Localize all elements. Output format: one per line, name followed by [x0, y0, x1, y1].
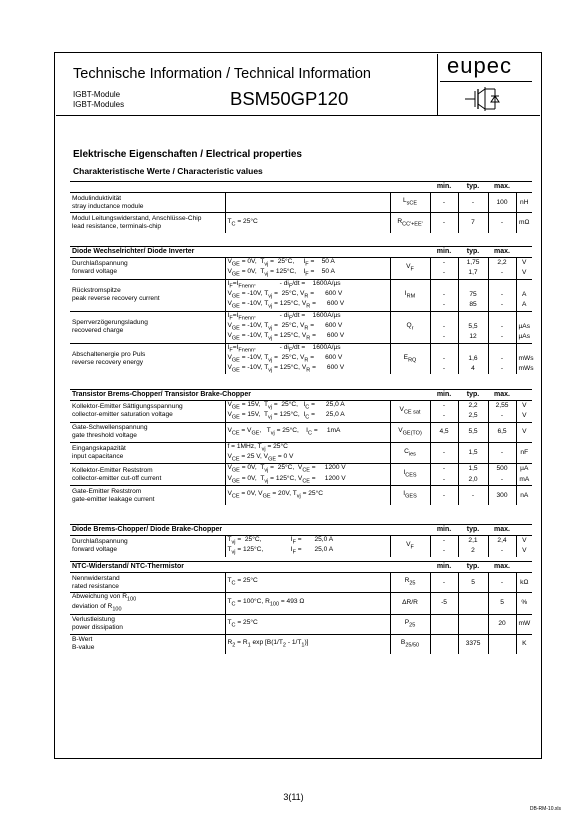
- value-unit: A: [516, 290, 532, 300]
- value-max: -: [488, 290, 516, 300]
- group-table: [70, 389, 532, 505]
- test-condition: $V_{CE} = 25$ V, $V_{GE} = 0$ V: [225, 453, 390, 464]
- value-min: -: [430, 268, 458, 279]
- value-min: [430, 634, 458, 654]
- param-symbol: $E_{RQ}$: [390, 343, 430, 374]
- value-max: [488, 279, 516, 290]
- test-condition: $I_F=I_{Fnenn}$, - $di_F/dt$ = 1600A/µs: [225, 279, 390, 290]
- value-typ: [458, 593, 488, 615]
- value-unit: mΩ: [516, 213, 532, 233]
- test-condition: $V_{GE} = 0V$, $T_{vj} = 25^\circ C$, $V_{CE}$ = 1200 V: [225, 464, 390, 475]
- col-head-max: max.: [488, 525, 516, 536]
- page-number: 3(11): [283, 792, 304, 802]
- value-max: -: [488, 475, 516, 486]
- col-head-max: max.: [488, 182, 516, 193]
- param-symbol: $V_{CE sat}$: [390, 401, 430, 423]
- value-unit: µAs: [516, 332, 532, 343]
- subtitle-en: IGBT-Modules: [73, 100, 125, 109]
- value-unit: nF: [516, 442, 532, 464]
- value-unit: V: [516, 422, 532, 442]
- col-head-min: min.: [430, 247, 458, 258]
- value-typ: 2,2: [458, 401, 488, 412]
- param-symbol: $Q_r$: [390, 311, 430, 343]
- group-table: [70, 524, 532, 557]
- test-condition: $V_{GE} = -10V$, $T_{vj} = 125^\circ C$, $V_R$ = 600 V: [225, 364, 390, 374]
- test-condition: [225, 193, 390, 213]
- test-condition: $T_{vj} = 125^\circ C$, $I_F$ = 25,0 A: [225, 546, 390, 556]
- value-max: 2,2: [488, 258, 516, 269]
- table-row: [70, 593, 532, 604]
- value-typ: 1,5: [458, 464, 488, 475]
- value-min: -: [430, 401, 458, 412]
- test-condition: $V_{CE} = V_{GE}$, $T_{vj} = 25^\circ C$, $I_C$ = 1mA: [225, 422, 390, 442]
- col-head-min: min.: [430, 562, 458, 573]
- value-min: -: [430, 475, 458, 486]
- param-description: Verlustleistung power dissipation: [70, 614, 225, 634]
- table-row: [70, 311, 532, 322]
- table-row: [70, 536, 532, 547]
- col-head-min: min.: [430, 182, 458, 193]
- test-condition: $V_{GE} = 0V$, $T_{vj} = 125^\circ C$, $V_{CE}$ = 1200 V: [225, 475, 390, 486]
- param-symbol: $C_{ies}$: [390, 442, 430, 464]
- value-typ: -: [458, 193, 488, 213]
- value-max: -: [488, 332, 516, 343]
- value-max: 300: [488, 485, 516, 505]
- value-min: -: [430, 322, 458, 332]
- table-row: [70, 485, 532, 495]
- test-condition: $V_{GE} = -10V$, $T_{vj} = 25^\circ C$, $V_R$ = 600 V: [225, 322, 390, 332]
- value-typ: 5: [458, 573, 488, 593]
- value-min: [430, 311, 458, 322]
- value-min: [430, 343, 458, 354]
- table-row: [70, 401, 532, 412]
- value-unit: %: [516, 593, 532, 615]
- table-row: [70, 422, 532, 432]
- value-min: -: [430, 536, 458, 547]
- param-symbol: $P_{25}$: [390, 614, 430, 634]
- value-max: 2,55: [488, 401, 516, 412]
- value-typ: 85: [458, 300, 488, 311]
- value-unit: kΩ: [516, 573, 532, 593]
- param-description: Nennwiderstand rated resistance: [70, 573, 225, 593]
- param-description: Eingangskapazität input capacitance: [70, 442, 225, 464]
- value-unit: nA: [516, 485, 532, 505]
- group-title: [70, 182, 430, 193]
- value-unit: µAs: [516, 322, 532, 332]
- group-title: Diode Brems-Chopper/ Diode Brake-Chopper: [70, 525, 430, 536]
- value-max: [488, 634, 516, 654]
- test-condition: $V_{GE} = -10V$, $T_{vj} = 125^\circ C$, $V_R$ = 600 V: [225, 332, 390, 343]
- param-symbol: $I_{RM}$: [390, 279, 430, 311]
- param-description: Sperrverzögerungsladung recovered charge: [70, 311, 225, 343]
- value-unit: mA: [516, 475, 532, 486]
- param-description: Kollektor-Emitter Sättigungsspannung collector-emitter saturation voltage: [70, 401, 225, 423]
- value-max: -: [488, 322, 516, 332]
- value-min: -: [430, 258, 458, 269]
- group-table: [70, 181, 532, 233]
- value-typ: 4: [458, 364, 488, 374]
- value-unit: µA: [516, 464, 532, 475]
- value-max: 20: [488, 614, 516, 634]
- group-table: [70, 561, 532, 654]
- value-max: -: [488, 300, 516, 311]
- value-max: -: [488, 411, 516, 422]
- group-title: Transistor Brems-Chopper/ Transistor Brake-Chopper: [70, 390, 430, 401]
- param-description: Kollektor-Emitter Reststrom collector-emitter cut-off current: [70, 464, 225, 486]
- value-unit: V: [516, 268, 532, 279]
- table-row: [70, 634, 532, 644]
- value-min: -: [430, 442, 458, 464]
- param-description: Durchlaßspannung forward voltage: [70, 258, 225, 280]
- value-min: [430, 279, 458, 290]
- value-unit: V: [516, 546, 532, 556]
- test-condition: $T_C = 25^\circ C$: [225, 213, 390, 233]
- col-head-max: max.: [488, 390, 516, 401]
- value-typ: 1,7: [458, 268, 488, 279]
- table-row: [70, 193, 532, 203]
- value-unit: mW: [516, 614, 532, 634]
- col-head-max: max.: [488, 247, 516, 258]
- col-head-typ: typ.: [458, 390, 488, 401]
- value-min: -: [430, 411, 458, 422]
- value-min: -: [430, 193, 458, 213]
- document-title: Technische Information / Technical Information: [73, 66, 371, 82]
- table-row: [70, 279, 532, 290]
- value-unit: mWs: [516, 364, 532, 374]
- group-title: Diode Wechselrichter/ Diode Inverter: [70, 247, 430, 258]
- value-unit: V: [516, 411, 532, 422]
- group-table: [70, 246, 532, 374]
- value-max: 2,4: [488, 536, 516, 547]
- value-typ: 2,0: [458, 475, 488, 486]
- value-max: 5: [488, 593, 516, 615]
- param-symbol: $L_{sCE}$: [390, 193, 430, 213]
- test-condition: f = 1MHz, $T_{vj} = 25^\circ C$: [225, 442, 390, 453]
- col-head-typ: typ.: [458, 525, 488, 536]
- param-description: Gate-Emitter Reststrom gate-emitter leakage current: [70, 485, 225, 505]
- param-symbol: $R_{25}$: [390, 573, 430, 593]
- value-typ: [458, 279, 488, 290]
- table-row: [70, 213, 532, 223]
- param-description: Gate-Schwellenspannung gate threshold voltage: [70, 422, 225, 442]
- value-unit: V: [516, 401, 532, 412]
- value-typ: 2: [458, 546, 488, 556]
- col-head-typ: typ.: [458, 247, 488, 258]
- value-min: -: [430, 485, 458, 505]
- param-description: B-Wert B-value: [70, 634, 225, 654]
- value-typ: [458, 614, 488, 634]
- param-description: Durchlaßspannung forward voltage: [70, 536, 225, 557]
- value-typ: 1,6: [458, 354, 488, 364]
- value-max: [488, 343, 516, 354]
- value-min: -: [430, 546, 458, 556]
- col-head-min: min.: [430, 390, 458, 401]
- part-number: BSM50GP120: [230, 88, 349, 109]
- value-unit: V: [516, 258, 532, 269]
- value-max: -: [488, 213, 516, 233]
- value-max: [488, 311, 516, 322]
- col-head-typ: typ.: [458, 562, 488, 573]
- param-description: Modulinduktivität stray inductance module: [70, 193, 225, 213]
- value-min: -: [430, 290, 458, 300]
- param-symbol: $V_{GE(TO)}$: [390, 422, 430, 442]
- document-id: DB-RM-10.xls: [529, 806, 561, 812]
- value-unit: A: [516, 300, 532, 311]
- value-unit: V: [516, 536, 532, 547]
- group-title: NTC-Widerstand/ NTC-Thermistor: [70, 562, 430, 573]
- table-row: [70, 442, 532, 453]
- test-condition: $T_C = 25^\circ C$: [225, 614, 390, 634]
- value-min: [430, 614, 458, 634]
- test-condition: $R_2 = R_1$ $\exp [B(1/T_2 - 1/T_1)]$: [225, 634, 390, 654]
- value-typ: 2,5: [458, 411, 488, 422]
- test-condition: $T_C = 100^\circ C$, $R_{100} = 493$ Ω: [225, 593, 390, 615]
- param-symbol: $R_{CC'+EE'}$: [390, 213, 430, 233]
- test-condition: $I_F=I_{Fnenn}$, - $di_F/dt$ = 1600A/µs: [225, 343, 390, 354]
- value-min: 4,5: [430, 422, 458, 442]
- value-min: -: [430, 332, 458, 343]
- value-typ: 5,5: [458, 422, 488, 442]
- value-max: 6,5: [488, 422, 516, 442]
- value-unit: [516, 279, 532, 290]
- table-row: [70, 614, 532, 624]
- value-max: -: [488, 364, 516, 374]
- value-max: -: [488, 354, 516, 364]
- value-min: -: [430, 464, 458, 475]
- param-symbol: $V_F$: [390, 258, 430, 280]
- value-min: -: [430, 354, 458, 364]
- test-condition: $T_C = 25^\circ C$: [225, 573, 390, 593]
- table-row: [70, 573, 532, 583]
- value-max: -: [488, 268, 516, 279]
- value-unit: [516, 343, 532, 354]
- header-divider: [56, 115, 540, 116]
- col-head-max: max.: [488, 562, 516, 573]
- param-description: Rückstromspitze peak reverse recovery current: [70, 279, 225, 311]
- table-row: [70, 343, 532, 354]
- test-condition: $V_{CE} = 0V$, $V_{GE} = 20V$, $T_{vj} = 25^\circ C$: [225, 485, 390, 505]
- table-row: [70, 258, 532, 269]
- test-condition: $V_{GE} = 0V$, $T_{vj} = 125^\circ C$, $I_F$ = 50 A: [225, 268, 390, 279]
- value-typ: -: [458, 485, 488, 505]
- value-max: -: [488, 546, 516, 556]
- test-condition: $V_{GE} = -10V$, $T_{vj} = 25^\circ C$, $V_R$ = 600 V: [225, 354, 390, 364]
- col-head-min: min.: [430, 525, 458, 536]
- table-row: [70, 464, 532, 475]
- value-typ: 2,1: [458, 536, 488, 547]
- param-symbol: $I_{CES}$: [390, 464, 430, 486]
- section-title: Elektrische Eigenschaften / Electrical properties: [73, 149, 302, 160]
- value-typ: 1,75: [458, 258, 488, 269]
- value-typ: 5,5: [458, 322, 488, 332]
- test-condition: $V_{GE} = 15V$, $T_{vj} = 25^\circ C$, $I_C$ = 25,0 A: [225, 401, 390, 412]
- param-symbol: $B_{25/50}$: [390, 634, 430, 654]
- value-max: -: [488, 442, 516, 464]
- value-min: -5: [430, 593, 458, 615]
- test-condition: $V_{GE} = 0V$, $T_{vj} = 25^\circ C$, $I_F$ = 50 A: [225, 258, 390, 269]
- value-min: -: [430, 300, 458, 311]
- value-unit: [516, 311, 532, 322]
- value-typ: 7: [458, 213, 488, 233]
- param-symbol: $I_{GES}$: [390, 485, 430, 505]
- col-head-typ: typ.: [458, 182, 488, 193]
- value-unit: mWs: [516, 354, 532, 364]
- eupec-logo: eupec: [447, 53, 512, 78]
- value-min: -: [430, 364, 458, 374]
- subtitle-de: IGBT-Module: [73, 90, 121, 99]
- test-condition: $V_{GE} = -10V$, $T_{vj} = 25^\circ C$, $V_R$ = 600 V: [225, 290, 390, 300]
- param-symbol: ΔR/R: [390, 593, 430, 615]
- value-typ: [458, 343, 488, 354]
- igbt-symbol-icon: [463, 86, 503, 112]
- param-description: Modul Leitungswiderstand, Anschlüsse-Chip lead resistance, terminals-chip: [70, 213, 225, 233]
- value-max: 100: [488, 193, 516, 213]
- value-max: -: [488, 573, 516, 593]
- value-typ: [458, 311, 488, 322]
- test-condition: $V_{GE} = -10V$, $T_{vj} = 125^\circ C$, $V_R$ = 600 V: [225, 300, 390, 311]
- test-condition: $T_{vj} = 25^\circ C$, $I_F$ = 25,0 A: [225, 536, 390, 547]
- value-typ: 1,5: [458, 442, 488, 464]
- value-max: 500: [488, 464, 516, 475]
- document-subtitle: [73, 90, 124, 110]
- param-symbol: $V_F$: [390, 536, 430, 557]
- test-condition: $I_F=I_{Fnenn}$, - $di_F/dt$ = 1600A/µs: [225, 311, 390, 322]
- value-min: -: [430, 213, 458, 233]
- test-condition: $V_{GE} = 15V$, $T_{vj} = 125^\circ C$, $I_C$ = 25,0 A: [225, 411, 390, 422]
- param-description: Abweichung von $R_{100}$ deviation of $R_{100}$: [70, 593, 225, 615]
- value-typ: 12: [458, 332, 488, 343]
- param-description: Abschaltenergie pro Puls reverse recovery energy: [70, 343, 225, 374]
- value-unit: K: [516, 634, 532, 654]
- logo-divider: [440, 81, 532, 82]
- section-subtitle: Charakteristische Werte / Characteristic values: [73, 166, 263, 176]
- value-typ: 75: [458, 290, 488, 300]
- value-min: -: [430, 573, 458, 593]
- value-unit: nH: [516, 193, 532, 213]
- value-typ: 3375: [458, 634, 488, 654]
